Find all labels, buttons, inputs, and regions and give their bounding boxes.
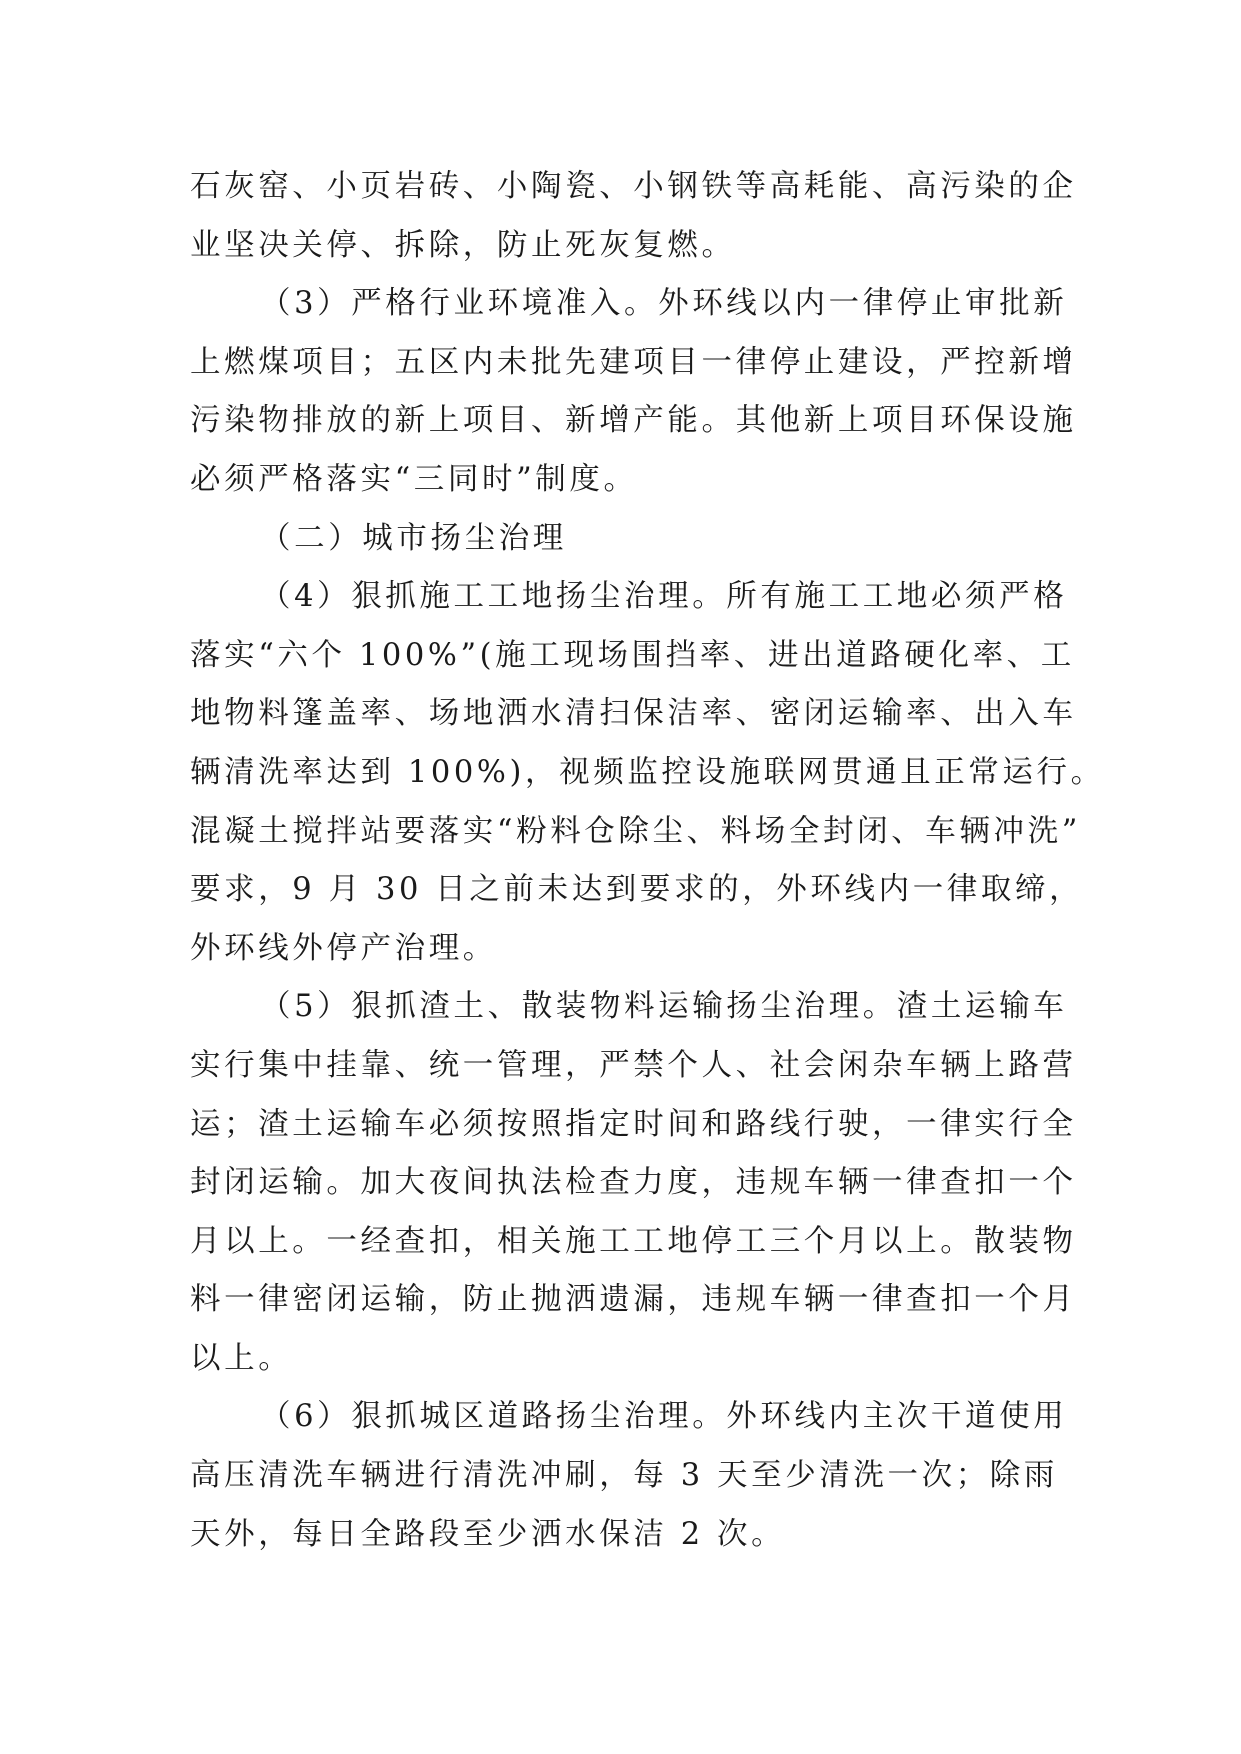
text-line: 以上。 — [190, 1340, 293, 1376]
text-line: 实行集中挂靠、统一管理，严禁个人、社会闲杂车辆上路营 — [190, 1047, 1077, 1083]
text-line: 混凝土搅拌站要落实“粉料仓除尘、料场全封闭、车辆冲洗” — [190, 813, 1081, 849]
text-line: 业坚决关停、拆除，防止死灰复燃。 — [190, 227, 736, 263]
text-line: 上燃煤项目；五区内未批先建项目一律停止建设，严控新增 — [190, 344, 1077, 380]
section-heading: （二）城市扬尘治理 — [260, 520, 567, 556]
text-line: 地物料篷盖率、场地洒水清扫保洁率、密闭运输率、出入车 — [190, 696, 1077, 732]
text-line: 辆清洗率达到 100%)，视频监控设施联网贯通且正常运行。 — [190, 754, 1105, 790]
text-line: 运；渣土运输车必须按照指定时间和路线行驶，一律实行全 — [190, 1106, 1077, 1142]
text-line: 料一律密闭运输，防止抛洒遗漏，违规车辆一律查扣一个月 — [190, 1282, 1077, 1318]
text-line: 落实“六个 100%”(施工现场围挡率、进出道路硬化率、工 — [190, 637, 1075, 673]
text-line: 要求，9 月 30 日之前未达到要求的，外环线内一律取缔， — [190, 872, 1084, 908]
paragraph-start-line: （4）狠抓施工工地扬尘治理。所有施工工地必须严格 — [260, 579, 1068, 615]
document-body — [190, 158, 1105, 1564]
text-line: 外环线外停产治理。 — [190, 930, 497, 966]
text-line: 必须严格落实“三同时”制度。 — [190, 461, 638, 497]
paragraph-start-line: （6）狠抓城区道路扬尘治理。外环线内主次干道使用 — [260, 1399, 1068, 1435]
paragraph-start-line: （3）严格行业环境准入。外环线以内一律停止审批新 — [260, 286, 1068, 322]
text-line: 高压清洗车辆进行清洗冲刷，每 3 天至少清洗一次；除雨 — [190, 1458, 1058, 1494]
paragraph-start-line: （5）狠抓渣土、散装物料运输扬尘治理。渣土运输车 — [260, 989, 1068, 1025]
text-line: 天外，每日全路段至少洒水保洁 2 次。 — [190, 1516, 786, 1552]
text-line: 封闭运输。加大夜间执法检查力度，违规车辆一律查扣一个 — [190, 1165, 1077, 1201]
text-line: 污染物排放的新上项目、新增产能。其他新上项目环保设施 — [190, 403, 1077, 439]
text-line: 石灰窑、小页岩砖、小陶瓷、小钢铁等高耗能、高污染的企 — [190, 169, 1077, 204]
text-line: 月以上。一经查扣，相关施工工地停工三个月以上。散装物 — [190, 1223, 1077, 1259]
